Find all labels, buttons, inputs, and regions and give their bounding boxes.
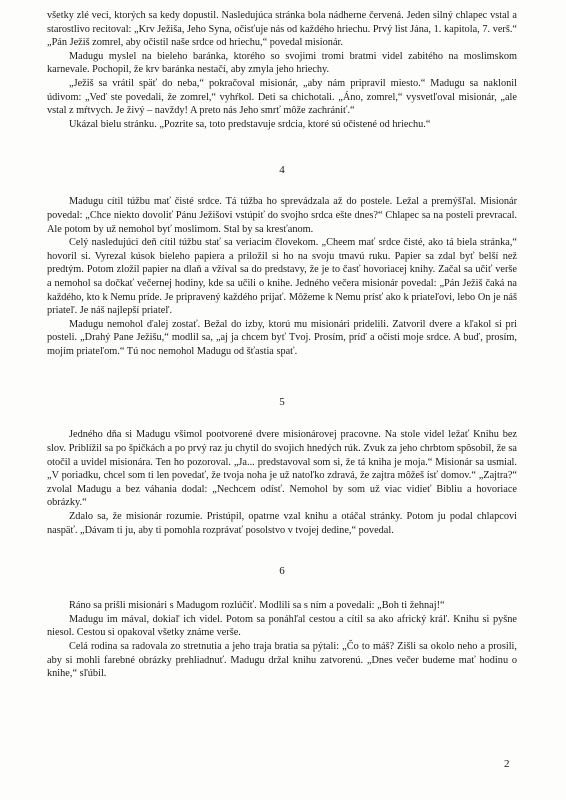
paragraph: Madugu im mával, dokiaľ ich videl. Potom sa ponáhľal cestou a cítil sa ako africký kráľ. Knihu si pyšne niesol. Cestou si opakoval všetky známe verše. (47, 613, 517, 639)
paragraph: Zdalo sa, že misionár rozumie. Pristúpil, opatrne vzal knihu a otáčal stránky. Potom ju podal chlapcovi naspäť. „Dávam ti ju, aby ti pomohla rozprávať posolstvo v tvojej dedine,“ povedal. (47, 511, 517, 536)
page-body (47, 9, 517, 681)
paragraph: „Ježiš sa vrátil späť do neba,“ pokračoval misionár, „aby nám pripravil miesto.“ Madugu sa naklonil údivom: „Veď ste povedali, že zomrel,“ vyhŕkol. Deti sa chichotali. „Áno, zomrel,“ vysvetľoval misionár, „ale vstal z mŕtvych. Je živý – navždy! A preto nás Jeho smrť môže zachrániť.“ (47, 77, 517, 117)
paragraph: všetky zlé veci, ktorých sa kedy dopustil. Nasledujúca stránka bola nádherne červená. Jeden silný chlapec vstal a starostlivo recitoval: „Krv Ježiša, Jeho Syna, očisťuje nás od každého hriechu. Prvý list Jána, 1. kapitola, 7. verš.“ „Pán Ježiš zomrel, aby očistil naše srdce od hriechu,“ povedal misionár. (47, 10, 517, 49)
section-number: 5 (279, 396, 285, 409)
section-number: 6 (279, 565, 285, 578)
page-number: 2 (504, 758, 510, 770)
paragraph: Celý nasledujúci deň cítil túžbu stať sa veriacim človekom. „Cheem mať srdce čisté, ako tá biela stránka,“ hovoril si. Vyrezal kúsok bieleho papiera a priložil si ho na svoju tmavú ruku. Papier sa zdal byť belší než predtým. Potom zložil papier na dlaň a vžíval sa do predstavy, že je to časť hovoriacej knihy. Začal sa učiť verše a nemohol sa dočkať večernej hodiny, kde sa učili o knihe. Jedného večera misionár povedal: „Pán Ježiš čaká na každého, kto k Nemu príde. Je pripravený každého prijať. Môžeme k Nemu prísť ako k priateľovi, lebo On je náš priateľ. Je náš najlepší priateľ. (47, 237, 517, 317)
paragraph: Madugu myslel na bieleho baránka, ktorého so svojimi tromi bratmi videl zabitého na moslimskom karnevale. Pochopil, že krv baránka nestačí, aby zmyla jeho hriechy. (47, 50, 517, 76)
paragraph: Celá rodina sa radovala zo stretnutia a jeho traja bratia sa pýtali: „Čo to máš? Zišli sa okolo neho a prosili, aby si mohli farebné obrázky prehliadnuť. Madugu držal knihu zatvorenú. „Dnes večer budeme mať hodinu o knihe,“ sľúbil. (47, 641, 517, 680)
paragraph: Ukázal bielu stránku. „Pozrite sa, toto predstavuje srdcia, ktoré sú očistené od hriechu.“ (69, 118, 431, 130)
section-number: 4 (279, 164, 285, 177)
paragraph: Ráno sa prišli misionári s Madugom rozlúčiť. Modlili sa s ním a povedali: „Boh ti žehnaj!“ (69, 600, 445, 612)
paragraph: Madugu cítil túžbu mať čisté srdce. Tá túžba ho sprevádzala až do postele. Ležal a premýšľal. Misionár povedal: „Chce niekto dovoliť Pánu Ježišovi vstúpiť do svojho srdca ešte dnes?“ Chlapec sa na posteli prevracal. Ale potom by už nemohol byť moslimom. Stal by sa kresťanom. (47, 196, 517, 235)
paragraph: Jedného dňa si Madugu všimol pootvorené dvere misionárovej pracovne. Na stole videl ležať Knihu bez slov. Priblížil sa po špičkách a po prvý raz ju chytil do svojich hnedých rúk. Zvuk za jeho chrbtom spôsobil, že sa otočil a uvidel misionára. Ten ho pozoroval. „Ja... predstavoval som si, že tá kniha je moja.“ Misionár sa usmial. „V poriadku, chcel som ti len povedať, že tvoja noha je už natoľko zdravá, že zajtra môžeš ísť domov.“ „Zajtra?“ zvolal Madugu a bez váhania dodal: „Nechcem odísť. Nemohol by som už viac vidieť Bibliu a hovoriace obrázky.“ (47, 429, 517, 509)
paragraph: Madugu nemohol ďalej zostať. Bežal do izby, ktorú mu misionári pridelili. Zatvoril dvere a kľakol si pri posteli. „Drahý Pane Ježišu,“ modlil sa, „aj ja chcem byť Tvoj. Prosím, príď a očisti moje srdce. A buď, prosím, mojím priateľom.“ Tú noc nemohol Madugu od šťastia spať. (47, 318, 517, 357)
